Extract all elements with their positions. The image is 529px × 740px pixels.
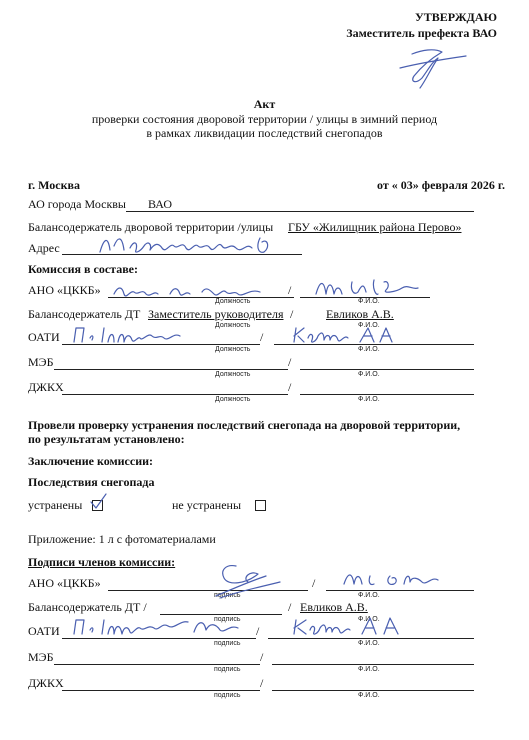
name-line [300,394,474,395]
signature-caption: подпись [214,616,241,623]
name-caption: Ф.И.О. [358,322,380,329]
commission-row-label: Балансодержатель ДТ [28,307,141,321]
signature-row-label: Балансодержатель ДТ / [28,600,147,614]
place: г. Москва [28,178,80,192]
conclusion-title: Заключение комиссии: [28,454,154,468]
name-caption: Ф.И.О. [358,666,380,673]
oati-position-handwriting [70,322,200,348]
separator: / [288,355,292,369]
act-subtitle-line1: проверки состояния дворовой территории / улицы в зимний период [91,112,438,126]
commission-name-handwriting [312,274,432,300]
inspection-text-line2: по результатам установлено: [28,432,185,446]
commission-position-handwriting [110,278,290,302]
signature-caption: подпись [214,666,241,673]
signature-row-label: ОАТИ [28,624,60,638]
holder-position: Заместитель руководителя [148,307,284,321]
oati-signature [70,612,260,642]
approval-title: УТВЕРЖДАЮ [414,10,497,24]
name-line [272,664,474,665]
address-handwriting [96,228,286,262]
holder-signature-name: Евликов А.В. [300,600,368,614]
separator: / [290,307,294,321]
not-fixed-label: не устранены [172,498,242,512]
position-line [62,394,288,395]
holder-name: Евликов А.В. [326,307,394,321]
name-caption: Ф.И.О. [358,692,380,699]
position-caption: Должность [215,322,251,329]
address-label: Адрес [28,241,60,255]
separator: / [288,283,292,297]
holder-label: Балансодержатель дворовой территории /улицы [28,220,274,234]
name-caption: Ф.И.О. [358,396,380,403]
separator: / [312,576,316,590]
position-caption: Должность [215,346,251,353]
name-caption: Ф.И.О. [358,346,380,353]
name-caption: Ф.И.О. [358,640,380,647]
act-title: Акт [253,97,276,111]
oati-name-signature [290,612,420,642]
district-label: АО города Москвы [28,197,126,211]
separator: / [260,676,264,690]
separator: / [288,600,292,614]
not-fixed-checkbox[interactable] [255,500,266,511]
name-line [272,690,474,691]
separator: / [288,380,292,394]
signature-line [54,664,260,665]
approval-signature [392,44,472,92]
act-subtitle-line2: в рамках ликвидации последствий снегопадов [146,126,383,140]
district-line [126,211,474,212]
attachment: Приложение: 1 л с фотоматериалами [28,532,216,546]
position-caption: Должность [215,371,251,378]
signature-caption: подпись [214,692,241,699]
name-caption: Ф.И.О. [358,592,380,599]
position-line [54,369,288,370]
commission-row-label: ДЖКХ [28,380,64,394]
name-caption: Ф.И.О. [358,616,380,623]
consequences-title: Последствия снегопада [28,475,155,489]
check-mark-icon [88,492,108,512]
signature-caption: подпись [214,592,241,599]
name-caption: Ф.И.О. [358,371,380,378]
commission-row-label: МЭБ [28,355,54,369]
inspection-text-line1: Провели проверку устранения последствий снегопада на дворовой территории, [28,418,461,432]
name-line [326,590,474,591]
oati-name-handwriting [290,322,410,348]
commission-row-label: ОАТИ [28,330,60,344]
ancckb-name-handwriting [340,566,460,590]
commission-row-label: АНО «ЦККБ» [28,283,101,297]
position-caption: Должность [215,396,251,403]
holder-value: ГБУ «Жилищник района Перово» [288,220,462,234]
signature-row-label: АНО «ЦККБ» [28,576,101,590]
separator: / [260,650,264,664]
position-caption: Должность [215,298,251,305]
separator: / [260,330,264,344]
name-line [300,369,474,370]
act-date: от « 03» февраля 2026 г. [377,178,505,192]
signatures-title: Подписи членов комиссии: [28,555,176,569]
signature-caption: подпись [214,640,241,647]
name-caption: Ф.И.О. [358,298,380,305]
signature-row-label: ДЖКХ [28,676,64,690]
approval-position: Заместитель префекта ВАО [346,26,497,40]
ancckb-signature [196,560,286,604]
separator: / [256,624,260,638]
signature-line [62,690,260,691]
commission-title: Комиссия в составе: [28,262,138,276]
fixed-label: устранены [28,498,83,512]
district-value: ВАО [148,197,172,211]
signature-row-label: МЭБ [28,650,54,664]
